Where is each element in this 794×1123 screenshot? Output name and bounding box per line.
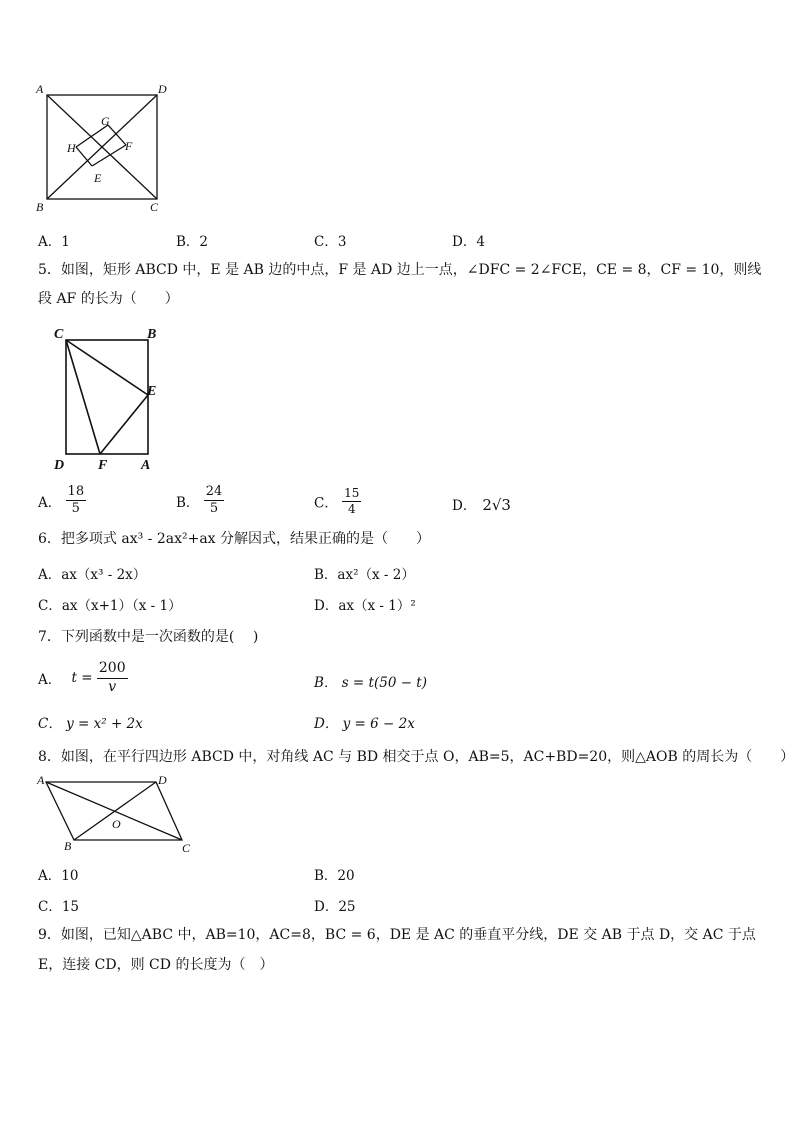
figure-rectangle-abcd — [48, 322, 168, 474]
label-D: D — [158, 82, 167, 96]
q6-option-b: B．ax²（x - 2） — [314, 567, 415, 583]
q6-option-d: D．ax（x - 1）² — [314, 598, 416, 614]
label-D: D — [54, 458, 65, 473]
q5-option-a: A． $\frac{18}{5}$ — [38, 484, 85, 517]
label-B: B — [36, 200, 44, 214]
q6-option-a: A．ax（x³ - 2x） — [38, 567, 147, 583]
q7-option-b: B． s = t(50 − t) — [314, 675, 427, 691]
q8-stem: 8．如图，在平行四边形 ABCD 中，对角线 AC 与 BD 相交于点 O，AB=5，AC+BD=20，则△AOB 的周长为（ ） — [38, 749, 794, 765]
label-E: E — [147, 384, 157, 399]
q7-stem: 7．下列函数中是一次函数的是( ) — [38, 629, 259, 645]
q6-stem: 6．把多项式 ax³ - 2ax²+ax 分解因式，结果正确的是（ ） — [38, 531, 431, 547]
q8-option-b: B．20 — [314, 868, 355, 884]
label-B: B — [64, 839, 72, 853]
q7-option-d: D． y = 6 − 2x — [314, 716, 415, 732]
q4-option-b: B．2 — [176, 234, 209, 250]
q9-stem-line2: E，连接 CD，则 CD 的长度为（ ） — [38, 957, 274, 973]
q7-option-a: A． t = $\frac{200}{v}$ — [38, 660, 126, 695]
label-O: O — [112, 817, 121, 831]
q8-option-c: C．15 — [38, 899, 80, 915]
q9-stem-line1: 9．如图，已知△ABC 中，AB=10，AC=8，BC = 6，DE 是 AC 的垂直平分线，DE 交 AB 于点 D，交 AC 于点 — [38, 927, 756, 943]
fraction: $\frac{15}{4}$ — [344, 486, 360, 516]
q5-stem-line2: 段 AF 的长为（ ） — [38, 291, 179, 307]
fraction: $\frac{24}{5}$ — [205, 484, 223, 517]
label-F: F — [98, 458, 108, 473]
label-F: F — [125, 139, 133, 153]
label-A: A — [141, 458, 151, 473]
q8-option-a: A．10 — [38, 868, 79, 884]
figure-parallelogram-abcd — [32, 770, 202, 858]
fraction: $\frac{200}{v}$ — [98, 660, 126, 695]
q4-option-d: D．4 — [452, 234, 485, 250]
label-C: C — [150, 200, 159, 214]
figure-square-abcd — [30, 80, 180, 220]
q5-option-b: B． $\frac{24}{5}$ — [176, 484, 223, 517]
label-A: A — [37, 773, 45, 787]
q5-stem-line1: 5．如图，矩形 ABCD 中，E 是 AB 边的中点，F 是 AD 边上一点，∠DFC = 2∠FCE，CE = 8，CF = 10，则线 — [38, 262, 762, 278]
label-H: H — [67, 141, 76, 155]
q4-option-a: A．1 — [38, 234, 70, 250]
q7-option-c: C． y = x² + 2x — [38, 716, 143, 732]
q5-option-c: C． $\frac{15}{4}$ — [314, 486, 360, 516]
label-C: C — [182, 841, 191, 855]
label-D: D — [158, 773, 167, 787]
label-E: E — [94, 171, 102, 185]
label-B: B — [147, 327, 157, 342]
q8-option-d: D．25 — [314, 899, 356, 915]
fraction: $\frac{18}{5}$ — [67, 484, 85, 517]
label-G: G — [101, 114, 110, 128]
q6-option-c: C．ax（x+1）（x - 1） — [38, 598, 182, 614]
label-A: A — [36, 82, 44, 96]
q4-option-c: C．3 — [314, 234, 347, 250]
q5-option-d: D． 2√3 — [452, 496, 511, 514]
label-C: C — [54, 327, 64, 342]
